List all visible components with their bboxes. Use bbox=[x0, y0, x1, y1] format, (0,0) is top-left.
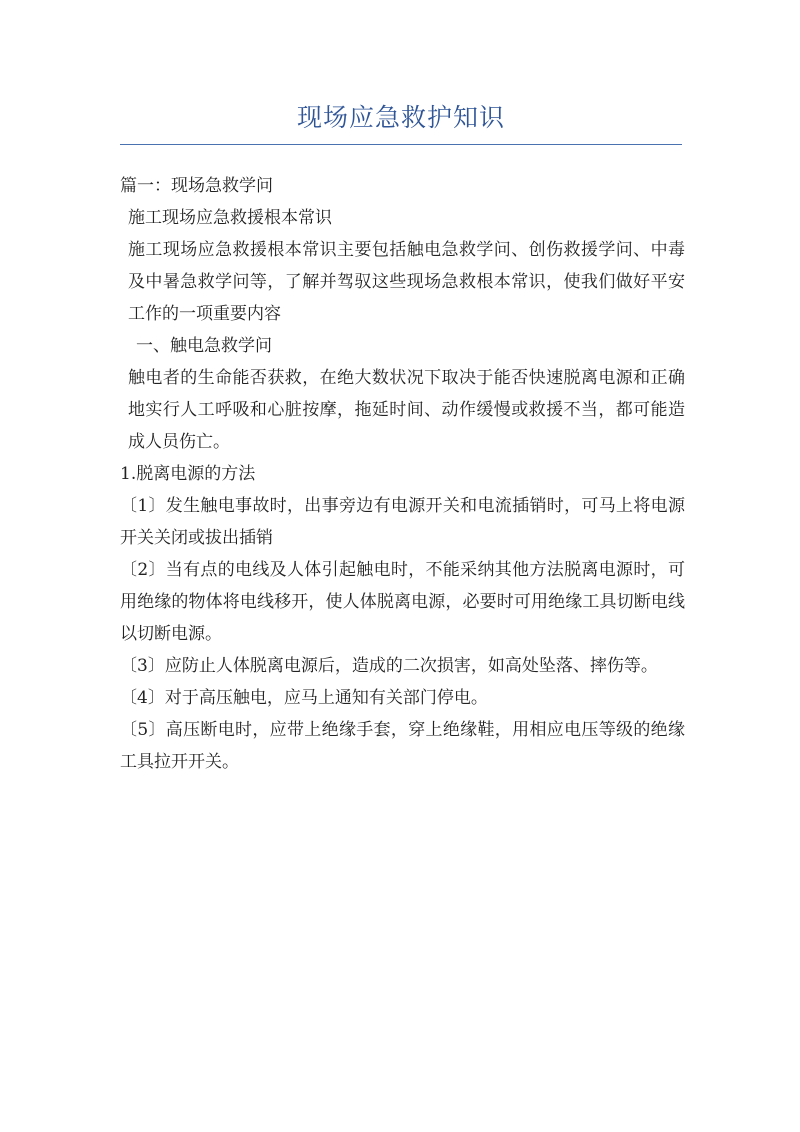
list-item: 〔4〕对于高压触电，应马上通知有关部门停电。 bbox=[120, 688, 488, 708]
subsection-heading: 一、触电急救学问 bbox=[136, 336, 272, 356]
document-title: 现场应急救护知识 bbox=[296, 103, 505, 132]
document-body bbox=[120, 170, 685, 778]
list-item: 〔3〕应防止人体脱离电源后，造成的二次损害，如高处坠落、摔伤等。 bbox=[120, 656, 658, 676]
body-paragraph: 触电者的生命能否获救，在绝大数状况下取决于能否快速脱离电源和正确地实行人工呼吸和心脏按摩，拖延时间、动作缓慢或救援不当，都可能造成人员伤亡。 bbox=[128, 368, 685, 452]
list-item: 〔1〕发生触电事故时，出事旁边有电源开关和电流插销时，可马上将电源开关关闭或拔出插销 bbox=[120, 496, 685, 548]
section-heading: 篇一：现场急救学问 bbox=[120, 176, 273, 196]
list-item: 〔5〕高压断电时，应带上绝缘手套，穿上绝缘鞋，用相应电压等级的绝缘工具拉开开关。 bbox=[120, 720, 685, 772]
list-heading: 1.脱离电源的方法 bbox=[120, 464, 256, 484]
body-paragraph: 施工现场应急救援根本常识主要包括触电急救学问、创伤救援学问、中毒及中暑急救学问等，了解并驾驭这些现场急救根本常识，使我们做好平安工作的一项重要内容 bbox=[128, 240, 685, 324]
title-divider bbox=[120, 144, 682, 145]
list-item: 〔2〕当有点的电线及人体引起触电时，不能采纳其他方法脱离电源时，可用绝缘的物体将电线移开，使人体脱离电源，必要时可用绝缘工具切断电线以切断电源。 bbox=[120, 560, 685, 644]
subsection-heading: 施工现场应急救援根本常识 bbox=[128, 208, 332, 228]
